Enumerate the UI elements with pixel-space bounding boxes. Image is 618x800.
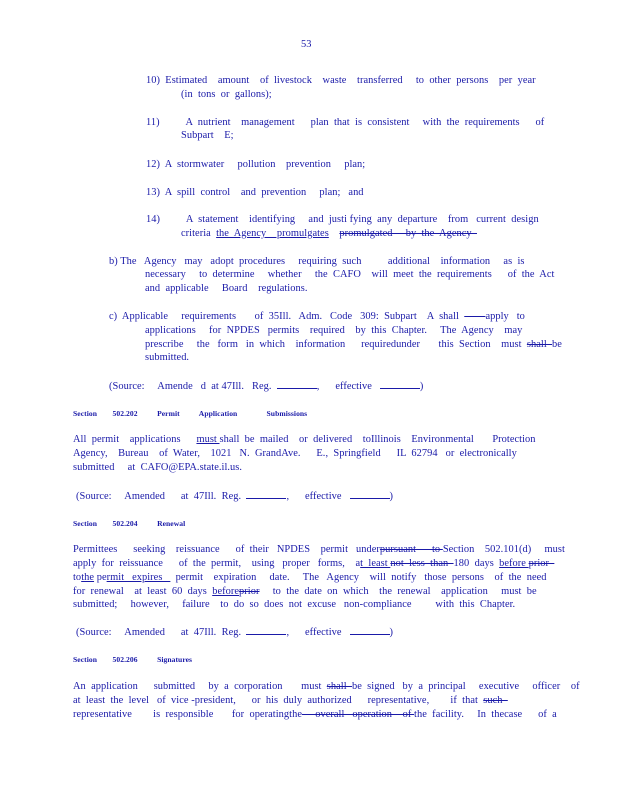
source-note-1 xyxy=(109,378,423,393)
struck-text: overall operation of xyxy=(301,709,415,720)
para-202-line-3: submitted at CAFO@EPA.state.il.us. xyxy=(73,462,243,473)
section-title: Renewal xyxy=(157,519,186,528)
struck-text: pursuant to xyxy=(379,544,443,555)
source-text: , effective xyxy=(286,491,350,502)
para-202-line-1 xyxy=(73,433,536,446)
para-204-text: to the date on which the renewal application must be xyxy=(259,586,537,597)
para-c-text: be xyxy=(552,339,562,350)
inserted-text: t least xyxy=(360,558,391,569)
struck-text xyxy=(464,311,485,322)
para-206-text: be signed by a principal executive officer of xyxy=(351,681,580,692)
inserted-text: before xyxy=(499,558,529,569)
para-206-line-3 xyxy=(73,708,557,721)
para-204-line-5: submitted; however, failure to do so does not excuse non-compliance with this Chapter. xyxy=(73,599,516,610)
source-text: (Source: Amended at 47Ill. Reg. xyxy=(76,627,247,638)
blank-line xyxy=(380,378,420,389)
para-204-text: permit expiration date. The Agency will notify those persons of the need xyxy=(170,572,547,583)
blank-line xyxy=(277,378,317,389)
para-206-text: at least the level of vice -president, or his duly authorized representative, if that xyxy=(73,695,484,706)
list-item-11-cont: Subpart E; xyxy=(181,130,234,141)
blank-line xyxy=(246,488,286,499)
list-item-11: 11) A nutrient management plan that is consistent with the requirements of xyxy=(146,117,545,128)
struck-text: shall xyxy=(526,339,553,350)
struck-text: such xyxy=(483,695,508,706)
para-204-line-4 xyxy=(73,585,537,598)
para-b-line-2: necessary to determine whether the CAFO will meet the requirements of the Act xyxy=(145,269,555,280)
struck-text: promulgated by the Agency xyxy=(339,228,477,239)
source-note-3 xyxy=(76,624,393,639)
struck-text: prior xyxy=(239,586,260,597)
section-number: Section 502.202 xyxy=(73,409,138,418)
para-202-text: shall be mailed or delivered toIllinois Environmental Protection xyxy=(219,434,536,445)
para-204-text: Section 502.101(d) must xyxy=(442,544,565,555)
struck-text: not less than xyxy=(390,558,454,569)
para-b-line-1: b) The Agency may adopt procedures requiring such additional information as is xyxy=(109,256,525,267)
struck-text: prior xyxy=(528,558,555,569)
section-heading-202 xyxy=(73,407,307,420)
para-204-text: pe xyxy=(94,572,107,583)
para-204-text: for renewal at least 60 days xyxy=(73,586,213,597)
inserted-text: the xyxy=(81,572,95,583)
source-text: , effective xyxy=(316,381,380,392)
section-number: Section 502.204 xyxy=(73,519,138,528)
para-202-text: All permit applications xyxy=(73,434,197,445)
inserted-text: before xyxy=(212,586,240,597)
section-title: Permit Application Submissions xyxy=(157,409,308,418)
list-item-14-text: criteria xyxy=(181,228,217,239)
source-text: (Source: Amended at 47Ill. Reg. xyxy=(76,491,247,502)
section-heading-204 xyxy=(73,517,185,530)
para-c-text: prescribe the form in which information requiredunder this Section must xyxy=(145,339,527,350)
list-item-14: 14) A statement identifying and justi fying any departure from current design xyxy=(146,214,539,225)
para-206-text: representative is responsible for operatingthe xyxy=(73,709,302,720)
gap-text xyxy=(329,228,340,239)
para-b-line-3: and applicable Board regulations. xyxy=(145,283,308,294)
para-c-line-1 xyxy=(109,310,525,323)
section-heading-206 xyxy=(73,653,192,666)
para-c-text: apply to xyxy=(485,311,525,322)
section-title: Signatures xyxy=(157,655,193,664)
para-204-text: apply for reissuance of the permit, using proper forms, a xyxy=(73,558,361,569)
para-206-line-1 xyxy=(73,680,580,693)
list-item-10-cont: (in tons or gallons); xyxy=(181,89,272,100)
para-204-line-3 xyxy=(73,571,547,584)
para-204-text: Permittees seeking reissuance of their NPDES permit under xyxy=(73,544,380,555)
inserted-text: the Agency promulgates xyxy=(216,228,329,239)
para-c-line-4: submitted. xyxy=(145,352,190,363)
struck-text: shall xyxy=(326,681,352,692)
source-note-2 xyxy=(76,488,393,503)
para-c-line-3 xyxy=(145,338,562,351)
para-202-line-2: Agency, Bureau of Water, 1021 N. GrandAve. E., Springfield IL 62794 or electronically xyxy=(73,448,517,459)
blank-line xyxy=(246,624,286,635)
blank-line xyxy=(350,624,390,635)
source-text: ) xyxy=(419,381,424,392)
para-204-text: 180 days xyxy=(453,558,500,569)
source-text: ) xyxy=(389,491,394,502)
para-c-text: c) Applicable requirements of 35Ill. Adm. Code 309: Subpart A shall xyxy=(109,311,465,322)
para-204-line-1 xyxy=(73,543,565,556)
list-item-10: 10) Estimated amount of livestock waste transferred to other persons per year xyxy=(146,75,536,86)
inserted-text: must xyxy=(196,434,220,445)
list-item-14-cont xyxy=(181,227,477,240)
para-204-line-2 xyxy=(73,557,554,570)
source-text: , effective xyxy=(286,627,350,638)
para-c-line-2: applications for NPDES permits required by this Chapter. The Agency may xyxy=(145,325,523,336)
para-206-text: the facility. In thecase of a xyxy=(414,709,557,720)
list-item-12: 12) A stormwater pollution prevention plan; xyxy=(146,159,366,170)
source-text: ) xyxy=(389,627,394,638)
blank-line xyxy=(350,488,390,499)
inserted-text: rmit expires xyxy=(106,572,171,583)
list-item-13: 13) A spill control and prevention plan; and xyxy=(146,187,364,198)
source-text: (Source: Amende d at 47Ill. Reg. xyxy=(109,381,277,392)
section-number: Section 502.206 xyxy=(73,655,138,664)
para-206-line-2 xyxy=(73,694,508,707)
para-204-text: to xyxy=(73,572,82,583)
para-206-text: An application submitted by a corporation must xyxy=(73,681,327,692)
page-number: 53 xyxy=(301,39,312,50)
